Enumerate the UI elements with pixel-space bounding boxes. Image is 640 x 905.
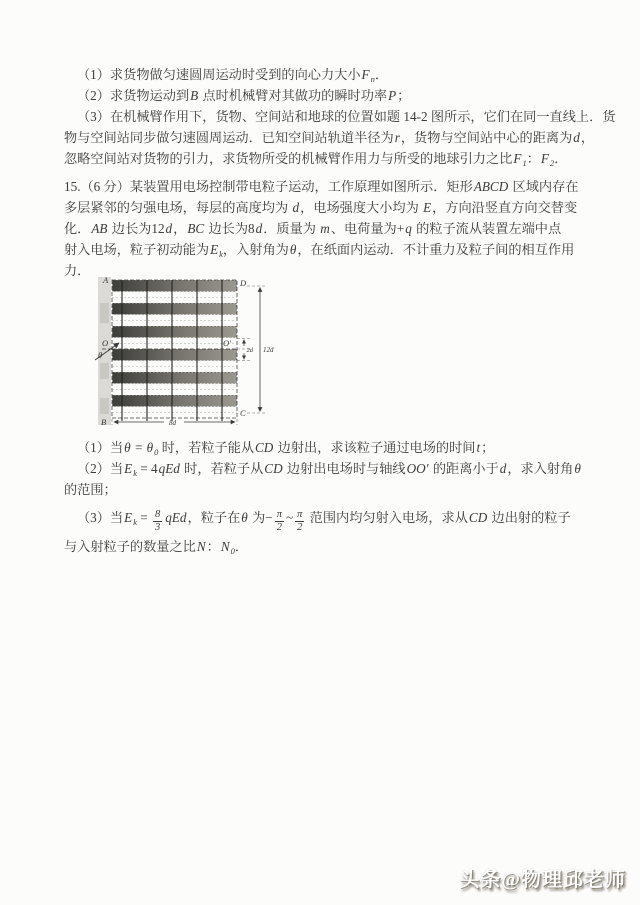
text-line: （1）当$\theta = \theta_0$ 时，若粒子能从CD 边射出，求该粒子通过电场的时间t； bbox=[77, 440, 495, 457]
question-15-stem bbox=[64, 176, 584, 281]
text-line: 15.（6 分）某装置用电场控制带电粒子运动，工作原理如图所示．矩形ABCD 区域内存在 bbox=[64, 179, 579, 194]
text-line: 的范围； bbox=[64, 482, 117, 497]
text-line: 化．AB 边长为12d，BC 边长为8d．质量为 m、电荷量为+q 的粒子流从装置左端中点 bbox=[64, 221, 562, 236]
fraction: $\frac{\pi}{2}$ bbox=[297, 508, 303, 534]
text-line: 多层紧邻的匀强电场，每层的高度均为 d，电场强度大小均为 E，方向沿竖直方向交替变 bbox=[64, 200, 578, 215]
label-theta: θ bbox=[98, 350, 103, 360]
text-line: （1）求货物做匀速圆周运动时受到的向心力大小$F_n$． bbox=[77, 67, 389, 84]
label-O-prime: O′ bbox=[223, 338, 231, 348]
text-line: 忽略空间站对货物的引力，求货物所受的机械臂作用力与所受的地球引力之比$F_1$：$F_2$． bbox=[64, 151, 568, 168]
field-diagram-canvas bbox=[94, 273, 306, 435]
field-region bbox=[112, 280, 237, 421]
watermark: 头条@物理邱老师 bbox=[459, 869, 626, 891]
label-corner-B: B bbox=[101, 417, 107, 427]
text-line: （3）在机械臂作用下，货物、空间站和地球的位置如题 14-2 图所示，它们在同一直线上．货 bbox=[77, 109, 616, 124]
label-corner-D: D bbox=[240, 278, 247, 288]
label-dim-8d: 8d bbox=[169, 419, 176, 427]
label-corner-C: C bbox=[240, 408, 246, 418]
label-dim-2d: 2d bbox=[246, 347, 253, 354]
text-line: （2）求货物运动到B 点时机械臂对其做功的瞬时功率P； bbox=[77, 88, 411, 103]
fraction: $\frac{8}{3}$ bbox=[155, 508, 161, 534]
text-line: 与入射粒子的数量之比N：$N_0$． bbox=[64, 539, 249, 556]
intro-questions bbox=[64, 64, 616, 169]
field-diagram bbox=[94, 273, 306, 435]
text-line: 射入电场，粒子初动能为$E_k$，入射角为θ，在纸面内运动．不计重力及粒子间的相互作用 bbox=[64, 242, 575, 259]
label-corner-A: A bbox=[103, 275, 109, 285]
text-line: （3）当$E_k$ = $\frac{8}{3}$ qEd，粒子在θ 为− $\frac{\pi}{2}$ ~ $\frac{\pi}{2}$ 范围内均匀射入电场，求从CD 边出射的粒子 bbox=[77, 508, 571, 534]
sub-questions bbox=[64, 437, 584, 557]
fraction: $\frac{\pi}{2}$ bbox=[276, 508, 282, 534]
text-line: 物与空间站同步做匀速圆周运动．已知空间站轨道半径为r，货物与空间站中心的距离为d， bbox=[64, 130, 595, 145]
label-dim-12d: 12d bbox=[263, 346, 274, 354]
label-O: O bbox=[102, 338, 109, 348]
text-line: （2）当$E_k = 4qEd$ 时，若粒子从CD 边射出电场时与轴线OO′ 的距离小于d，求入射角θ bbox=[77, 461, 581, 478]
text-line: 力． bbox=[64, 263, 91, 278]
